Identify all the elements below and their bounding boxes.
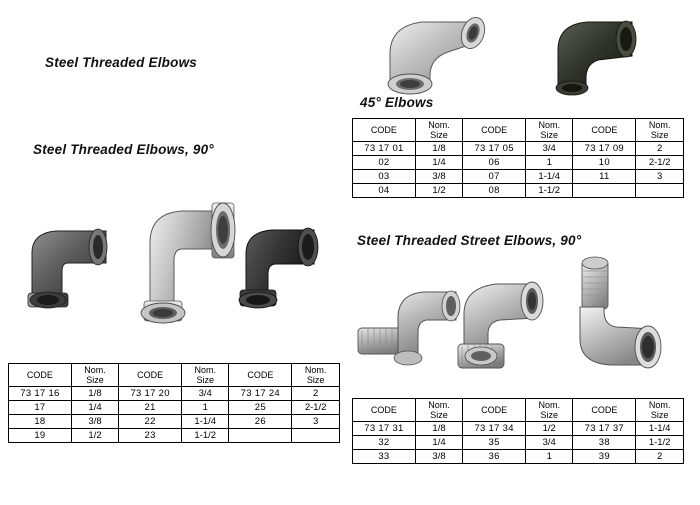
- column-header-size-3: [292, 364, 340, 387]
- table-row: [9, 401, 340, 415]
- cell-code: 17: [9, 401, 72, 415]
- size-label: Size: [540, 130, 558, 140]
- cell-code: 11: [573, 170, 636, 184]
- size-label: Size: [540, 410, 558, 420]
- cell-code: 38: [573, 436, 636, 450]
- cell-code: 73 17 34: [463, 422, 526, 436]
- column-header-code-3: CODE: [573, 399, 636, 422]
- nom-label: Nom.: [538, 400, 560, 410]
- table-header-row: [353, 119, 684, 142]
- cell-size: 1-1/2: [182, 429, 229, 443]
- cell-code: 21: [119, 401, 182, 415]
- cell-code: 73 17 01: [353, 142, 416, 156]
- column-header-code-2: CODE: [119, 364, 182, 387]
- size-label: Size: [650, 410, 669, 420]
- cell-code: 35: [463, 436, 526, 450]
- cell-code: 73 17 05: [463, 142, 526, 156]
- table-elbow-90: [8, 363, 340, 443]
- cell-size: 1/8: [415, 422, 462, 436]
- cell-code: 22: [119, 415, 182, 429]
- cell-size: 2: [292, 387, 340, 401]
- column-header-code-2: CODE: [463, 399, 526, 422]
- size-label: Size: [430, 410, 448, 420]
- cell-code: [573, 184, 636, 198]
- cell-size: 1-1/4: [636, 422, 684, 436]
- cell-size: 1/2: [71, 429, 118, 443]
- steel-elbow-45-silver-photo: [378, 8, 503, 100]
- cell-code: 73 17 24: [229, 387, 292, 401]
- size-label: Size: [650, 130, 669, 140]
- size-label: Size: [430, 130, 448, 140]
- cell-code: 25: [229, 401, 292, 415]
- table-row: [353, 170, 684, 184]
- street-elbow-middle-photo: [452, 262, 572, 380]
- cell-code: 02: [353, 156, 416, 170]
- section-title-street-elbow-90: Steel Threaded Street Elbows, 90°: [357, 233, 582, 248]
- cell-code: 73 17 16: [9, 387, 72, 401]
- cell-size: 1/8: [71, 387, 118, 401]
- cell-code: 32: [353, 436, 416, 450]
- cell-size: 3/4: [526, 142, 573, 156]
- table-street-elbow-90: [352, 398, 684, 464]
- section-title-elbow-90: Steel Threaded Elbows, 90°: [33, 142, 214, 157]
- cell-size: 2: [636, 142, 684, 156]
- column-header-size-3: [636, 399, 684, 422]
- column-header-size-3: [636, 119, 684, 142]
- section-title-elbow-45: 45° Elbows: [360, 95, 434, 110]
- cell-size: 1-1/2: [636, 436, 684, 450]
- cell-size: 1: [526, 156, 573, 170]
- nom-label: Nom.: [428, 400, 450, 410]
- cell-size: 3/4: [182, 387, 229, 401]
- table-row: [9, 429, 340, 443]
- cell-code: 33: [353, 450, 416, 464]
- table-row: [9, 415, 340, 429]
- cell-code: 19: [9, 429, 72, 443]
- nom-label: Nom.: [304, 365, 327, 375]
- cell-code: [229, 429, 292, 443]
- cell-code: 10: [573, 156, 636, 170]
- column-header-code-3: CODE: [573, 119, 636, 142]
- cell-code: 39: [573, 450, 636, 464]
- cell-size: 2: [636, 450, 684, 464]
- cell-size: 1: [182, 401, 229, 415]
- cell-size: 3/8: [415, 450, 462, 464]
- table-row: [9, 387, 340, 401]
- table-header-row: [353, 399, 684, 422]
- table-row: [353, 142, 684, 156]
- table-header-row: [9, 364, 340, 387]
- nom-label: Nom.: [84, 365, 106, 375]
- cell-size: 3/8: [415, 170, 462, 184]
- cell-code: 08: [463, 184, 526, 198]
- cell-size: 3: [292, 415, 340, 429]
- column-header-code-1: CODE: [9, 364, 72, 387]
- cell-size: [636, 184, 684, 198]
- cell-size: [292, 429, 340, 443]
- column-header-size-1: [71, 364, 118, 387]
- cell-size: 3: [636, 170, 684, 184]
- cell-size: 3/4: [526, 436, 573, 450]
- cell-size: 1-1/4: [182, 415, 229, 429]
- column-header-code-2: CODE: [463, 119, 526, 142]
- cell-code: 04: [353, 184, 416, 198]
- cell-code: 06: [463, 156, 526, 170]
- cell-code: 36: [463, 450, 526, 464]
- cell-code: 07: [463, 170, 526, 184]
- column-header-size-1: [415, 399, 462, 422]
- page-title: Steel Threaded Elbows: [45, 55, 197, 70]
- cell-code: 73 17 31: [353, 422, 416, 436]
- size-label: Size: [86, 375, 104, 385]
- cell-size: 1: [526, 450, 573, 464]
- steel-elbow-90-black-photo: [228, 210, 328, 315]
- steel-elbow-45-black-photo: [542, 10, 652, 102]
- table-elbow-45: [352, 118, 684, 198]
- column-header-size-2: [182, 364, 229, 387]
- nom-label: Nom.: [648, 400, 671, 410]
- column-header-code-1: CODE: [353, 399, 416, 422]
- cell-size: 3/8: [71, 415, 118, 429]
- cell-size: 1-1/4: [526, 170, 573, 184]
- steel-elbow-90-small-photo: [18, 205, 128, 320]
- nom-label: Nom.: [194, 365, 216, 375]
- nom-label: Nom.: [428, 120, 450, 130]
- column-header-code-3: CODE: [229, 364, 292, 387]
- cell-code: 03: [353, 170, 416, 184]
- cell-size: 1/2: [415, 184, 462, 198]
- column-header-size-2: [526, 119, 573, 142]
- table-row: [353, 422, 684, 436]
- cell-size: 1/4: [71, 401, 118, 415]
- nom-label: Nom.: [538, 120, 560, 130]
- cell-code: 26: [229, 415, 292, 429]
- street-elbow-right-photo: [562, 255, 682, 380]
- cell-size: 2-1/2: [292, 401, 340, 415]
- nom-label: Nom.: [648, 120, 671, 130]
- table-row: [353, 184, 684, 198]
- size-label: Size: [306, 375, 325, 385]
- cell-code: 73 17 37: [573, 422, 636, 436]
- cell-code: 73 17 09: [573, 142, 636, 156]
- size-label: Size: [196, 375, 214, 385]
- cell-size: 1/4: [415, 436, 462, 450]
- cell-size: 2-1/2: [636, 156, 684, 170]
- cell-code: 23: [119, 429, 182, 443]
- table-row: [353, 436, 684, 450]
- cell-code: 73 17 20: [119, 387, 182, 401]
- cell-size: 1/4: [415, 156, 462, 170]
- column-header-size-2: [526, 399, 573, 422]
- cell-size: 1/8: [415, 142, 462, 156]
- column-header-code-1: CODE: [353, 119, 416, 142]
- column-header-size-1: [415, 119, 462, 142]
- cell-size: 1/2: [526, 422, 573, 436]
- cell-size: 1-1/2: [526, 184, 573, 198]
- table-row: [353, 450, 684, 464]
- table-row: [353, 156, 684, 170]
- cell-code: 18: [9, 415, 72, 429]
